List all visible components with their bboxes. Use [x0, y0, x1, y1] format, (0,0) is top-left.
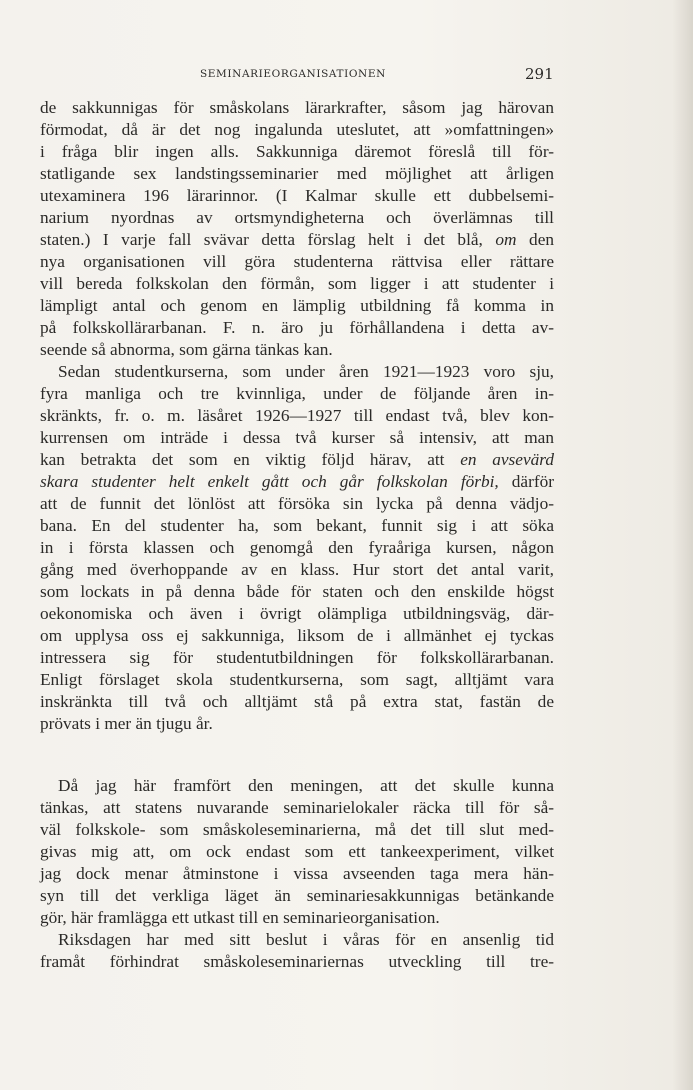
text-line: prövats i mer än tjugu år.: [40, 714, 213, 733]
text-run: därför: [511, 472, 554, 491]
text-run: staten.) I varje fall svävar detta förslag helt i det blå,: [40, 230, 483, 249]
text-line: nya organisationen vill göra studenterna rättvisa eller rättare: [40, 252, 554, 271]
text-line: intressera sig för studentutbildningen för folkskollärarbanan.: [40, 648, 554, 667]
text-line: jag dock menar åtminstone i vissa avseenden taga mera hän-: [40, 864, 554, 883]
text-line: gång med överhoppande av en klass. Hur stort det antal varit,: [40, 560, 554, 579]
text-line: i fråga blir ingen alls. Sakkunniga däremot föreslå till för-: [40, 142, 554, 161]
italic-text: en avsevärd: [460, 450, 554, 469]
text-line: skränkts, fr. o. m. läsåret 1926—1927 till endast två, blev kon-: [40, 406, 554, 425]
text-line: Riksdagen har med sitt beslut i våras för en ansenlig tid: [58, 930, 554, 949]
text-line: Enligt förslaget skola studentkurserna, som sagt, alltjämt vara: [40, 670, 554, 689]
text-line: [40, 449, 554, 471]
text-line: fyra manliga och tre kvinnliga, under de följande åren in-: [40, 384, 554, 403]
text-line: Då jag här framfört den meningen, att det skulle kunna: [58, 776, 554, 795]
text-line: som lockats in på denna både för staten och den enskilde högst: [40, 582, 554, 601]
text-run: den: [529, 230, 554, 249]
text-line: förmodat, då är det nog ingalunda uteslutet, att »omfattningen»: [40, 120, 554, 139]
text-line: vill bereda folkskolan den förmån, som ligger i att studenter i: [40, 274, 554, 293]
text-line: syn till det verkliga läget än seminariesakkunnigas betänkande: [40, 886, 554, 905]
text-line: de sakkunnigas för småskolans lärarkrafter, såsom jag härovan: [40, 98, 554, 117]
text-line: oekonomiska och även i övrigt olämpliga utbildningsväg, där-: [40, 604, 554, 623]
text-line: tänkas, att statens nuvarande seminarielokaler räcka till för så-: [40, 798, 554, 817]
text-line: in i första klassen och genomgå den fyraåriga kursen, någon: [40, 538, 554, 557]
text-line: narium nyordnas av ortsmyndigheterna och överlämnas till: [40, 208, 554, 227]
text-line: inskränkta till två och alltjämt stå på extra stat, fastän de: [40, 692, 554, 711]
text-line: utexaminera 196 lärarinnor. (I Kalmar skulle ett dubbelsemi-: [40, 186, 554, 205]
text-line: framåt förhindrat småskoleseminariernas utveckling till tre-: [40, 952, 554, 971]
text-line: givas mig att, om ock endast som ett tankeexperiment, vilket: [40, 842, 554, 861]
text-line: seende så abnorma, som gärna tänkas kan.: [40, 340, 333, 359]
page-header: [0, 66, 693, 86]
text-line: bana. En del studenter ha, som bekant, funnit sig i att söka: [40, 516, 554, 535]
italic-text: skara studenter helt enkelt gått och går folkskolan förbi,: [40, 472, 499, 491]
page-number: 291: [525, 65, 554, 83]
text-line: statligande sex landstingsseminarier med möjlighet att årligen: [40, 164, 554, 183]
text-line: kurrensen om inträde i dessa två kurser så intensiv, att man: [40, 428, 554, 447]
text-line: om upplysa oss ej sakkunniga, liksom de i allmänhet ej tyckas: [40, 626, 554, 645]
text-line: väl folkskole- som småskoleseminarierna, må det till slut med-: [40, 820, 554, 839]
text-line: [40, 471, 554, 493]
text-run: kan betrakta det som en viktig följd härav, att: [40, 450, 445, 469]
running-title: SEMINARIEORGANISATIONEN: [200, 68, 386, 80]
text-line: gör, här framlägga ett utkast till en seminarieorganisation.: [40, 908, 440, 927]
text-line: lämpligt antal och genom en lämplig utbildning få komma in: [40, 296, 554, 315]
text-line: på folkskollärarbanan. F. n. äro ju förhållandena i detta av-: [40, 318, 554, 337]
text-line: att de funnit det lönlöst att försöka sin lycka på denna vädjo-: [40, 494, 554, 513]
text-line: [40, 229, 554, 251]
italic-text: om: [495, 230, 517, 249]
text-line: Sedan studentkurserna, som under åren 1921—1923 voro sju,: [58, 362, 554, 381]
